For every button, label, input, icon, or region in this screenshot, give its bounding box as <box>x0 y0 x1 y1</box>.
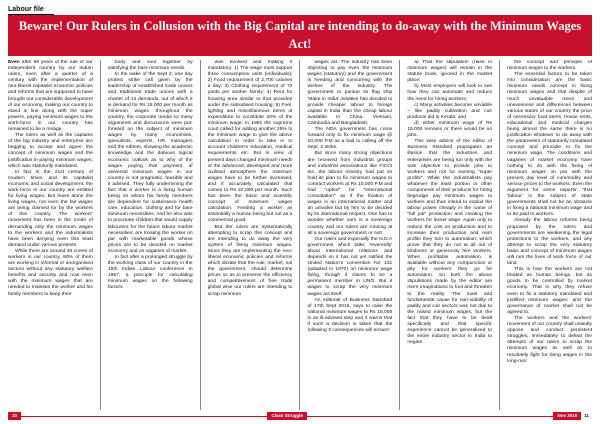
footer-brand: Class Struggle <box>267 412 307 420</box>
footer-rule <box>307 416 553 417</box>
paragraph-text: a) That the stipulation (raise in minimum wages) will remain in the statute book, ignored in the market place; <box>407 60 493 84</box>
paragraph-text: The NDA government has come forward only to fix minimum wage @ 10,000 P.M as a bait to calling off the Sept. 2 strike. <box>307 127 393 151</box>
paragraph-text: the concept and principle of minimum wages to the workers. <box>507 60 592 72</box>
paragraph <box>507 60 592 72</box>
paragraph <box>407 84 492 102</box>
paragraph <box>208 225 293 298</box>
paragraph <box>307 127 392 151</box>
page-number-right: 11 <box>584 413 589 418</box>
paragraph-text: after 69 years of the rule of our independent country by our Indian rulers, even after a quarter of a century with the implementation of neo-liberal capitalist economic policies and reforms that are supposed to have brought out considerable development of our economy, making our country to stand in line along with the super powers, paying minimum wages to the work-force in our country has remained to be a mirage. <box>8 60 93 133</box>
paragraph <box>507 267 592 316</box>
paragraph-text: In fact after a prolonged struggle by the working class of our country in the 15th Indian Labour conference in 1957, a principle for calculating minimum wages on the following factors <box>107 255 193 291</box>
page-number-left: 10 <box>8 412 21 420</box>
paragraph-text: c) Many activities become unviable – like paddy cultivation and coir products did in Kerala; and <box>407 102 493 120</box>
paragraph <box>407 139 492 346</box>
paragraph-text: But since many strong objections are received from industrial groups and industrial associations like FICCI etc, the labour ministry had put on hold its plan to fix minimum wages to contract workers at Rs 10,000 P.M and had "opted" for "international consultation" as if the fixation of wages is an international matter and an univalve but by him to be decided by its international respect. One has to wonder whether ours is a sovereign country and our rulers are running at all a sovereign government or not! <box>307 151 393 236</box>
column-divider <box>399 60 400 410</box>
article-column <box>108 60 193 410</box>
paragraph-text: Already the labour reforms being proposed by the rulers and governments are weakening the legal protections to the workers, and any attempt to scrap the very statutory basis and concept of minimum wages will ruin the lives of work force of our land. <box>507 218 592 267</box>
article-column <box>307 60 392 410</box>
paragraph <box>8 170 93 249</box>
paragraph <box>8 249 93 298</box>
paragraph-text: The rulers as well as the captains of the big industry and enterprise are begging to accept and agree the concept of minimum wages and the justification in paying minimum wages; which was statutorily mandated. <box>8 133 93 169</box>
article-column <box>8 60 93 410</box>
paragraph-text: But the rulers are systematically attempting to scrap this concept and are intending to do away the very system of fixing minimum wages. Since they are implementing the neo-liberal economic policies and reforms which dictate that the rule, market, not the government, should determine prices so as to preserve the efficiency and competitiveness of free trade global wise our rulers are intending to scrap minimum <box>207 224 293 297</box>
paragraph <box>307 237 392 298</box>
section-label: Labour file <box>8 4 54 15</box>
paragraph <box>307 298 392 335</box>
article-column <box>208 60 293 410</box>
paragraph-text: In fact in the 21st century of modern times and its capitalist economic and social development, the work-force in our country are entitled for living wages. But leave alone the living wages, not even the fair wages are being claimed for by the workers of this country. The workers' movement has been in the mode of demanding only the minimum wages to the workers and the industrialists have been denying even this least demand under various pretexts. <box>8 169 93 248</box>
article-columns <box>8 60 592 410</box>
column-divider <box>200 60 201 410</box>
paragraph <box>307 151 392 236</box>
paragraph-text: b) Most employers will look to see how they can automate and reduce the need for hiring workers; <box>407 84 493 102</box>
paragraph <box>507 316 592 365</box>
paragraph-text: d) either minimum wage of Rs 15,000 remains or there would be no jobs. <box>407 120 493 139</box>
article-column <box>507 60 592 410</box>
lead-word: Even <box>8 60 20 65</box>
headline: Beware! Our Rulers in Collusion with the Big Capital are intending to do-away with the Minimum Wages Act! <box>8 15 592 56</box>
paragraph-text: wages act. The industry has been objecting to pay even the minimum wages (statutory) and the government is heeding and concurring with the wishes of the industry. The government to pursue its flag ship 'Make in India' initiative has decided to provide cheaper labour to foreign capital in India than the cheap labour available in China, Vietnam, Cambodia and Bangladesh. <box>307 60 393 126</box>
paragraph <box>108 60 193 72</box>
footer-date: Nov 2016 <box>553 412 581 420</box>
footer-rule <box>21 416 267 417</box>
paragraph-text: The workers and the workers' movement of our country shall unitedly oppose and conduct persistent struggles, immediately to defeat the attempts of our rulers to scrap the minimum wages as well as to resolutely fight for living wages in the long-run! <box>507 315 592 364</box>
paragraph-text: Our rulers and especially the N.D.A government which talks 'reverently' about international relations and depends on it has not yet ratified the United Nation's convention No 131 (adopted in 1970) on minimum wage fixing, though it claims to be a permanent member in UNO. But it wages to scrap the very minimum wages act itself. <box>307 236 393 297</box>
paragraph-text: An editorial of Business Standard of 17th Sept 2016, says to raise the national minimum wages to Rs 15,000 is an ill-advised step and it warns that if such a decision is taken that the following 3 consequences will ensure: <box>307 297 393 334</box>
paragraph <box>407 60 492 84</box>
paragraph <box>8 133 93 170</box>
paragraph <box>108 255 193 292</box>
paragraph <box>8 60 93 133</box>
paragraph <box>407 121 492 139</box>
paragraph <box>507 218 592 267</box>
column-divider <box>499 60 500 410</box>
paragraph <box>307 60 392 127</box>
column-divider <box>100 60 101 410</box>
footer-bar <box>8 412 592 420</box>
paragraph-text: body and soul together by satisfying the bare minimum needs. <box>107 60 193 72</box>
paragraph <box>507 72 592 218</box>
paragraph-text: was evolved and making it mandatory; 1) The wage must support three consumption units (individuals); 2) Food requirement of 2,700 calories a day; 3) Clothing requirement of 72 yards per worker family; 4) Rent for housing area similar to that provided under the subsidised housing; 5) Fuel, lighting and miscellaneous items of expenditure to constitute 20% of the minimum wage. In 1991 the supreme court called for adding another 25% to the minimum wage to give the above calculation in order to take in to account children's education, medical requirements etc. But in view of present days changed minimum needs of the advanced, developed and more civilised atmosphere the minimum wages have to be further increased, and if accurately calculated that comes to Rs 22,000 per month. Such has been the basic and scientific concept of minimum wages calculation. Feeding a worker as essentially a human being but not as a commercial good. <box>207 60 293 224</box>
paragraph <box>208 60 293 225</box>
paragraph <box>108 72 193 255</box>
paragraph-text: In the wake of the Sept 2, one day protest strike call given by the leadership of established trade unions and traditional trade unions with a charter of 14 demands, out of which it is demand for Rs 15,000 per month as minimum wages throughout the country, the corporate media so many arguments and discussions were put-forward on the subject of minimum wages by many economists, specialists, experts, HR, managers and the editors, showing the academic knowledge and the dubious logical economic outlook as to why of the wages paying that payment of universal minimum wages in our country is not pragmatic, feasible and it advised. They fully undermining the fact that a worker is a living human being on whom his family members are dependent for sustenance health care, education, clothing and for bare minimum necessities. And he also was to procreate children that would supply labourers for the future labour market necessities; are treating the worker on par with marketable goods whose prices are to be decided on market economy and on vagaries of market. <box>107 72 193 254</box>
paragraph-text: The essential factors to be taken into consideration are the basic minimum needs concept in fixing minimum wages and that despite of much unvaluable mess and unevenness and differences between various states of our country the price of necessary food items, house rents, educational and medical charges being almost the same there is no justification whatever to do away with the parameters of statutorily mandated concept and principle to fix the minimum wage. The conditions and vagaries of market economy have nothing to do with the fixing of minimum wages on par with the present day level of commodity and service prices to the workers. Even the argument for some experts' "that 'labour' is the subject of state governments shall not be an obstacle in fixing a national minimum wage and to be paid to workers. <box>507 72 592 218</box>
paragraph <box>407 103 492 121</box>
paragraph-text: While there are around 40 crores of workers in our country, 90% of them are working in informal or unorganised sectors without any statutory welfare benefits and security and now even with the minimum wages that are needed to maintain the worker and his family members to keep their <box>8 248 93 297</box>
article-column <box>407 60 492 410</box>
paragraph-text: This wise advice of the editor of Business Standard propagates an illusion that the industries and enterprises are being run only with the sole objective to provide jobs to workers and not for earning "super profits". While the industrialists pay whatever the least portion or other components of their products for hiring begrudge pay minimum wages to workers and thus intend to exploit the labour power cheaply in the name of "full job" production and creating the workers for lesser wage. Again only to reduce the cost on production and to increase their production and earn profits they turn to automation; which prove that they do not at all out of kindness or generosity hire workers. When profitable automation is available without any compunction or pity for workers they go for automation. So both the above stipulations made by the editor are mere imaginations to fool and threaten to the reality. The main and fundamental cause for non-viability of paddy and coir sectors was not due to the raised minimum wages, but the fact that they have to be dealt specifically and that specific experience cannot be generalised to the entire industry sector in India to negate <box>407 139 493 346</box>
column-divider <box>299 60 300 410</box>
paragraph-text: This is how the workers are not treated as human beings, but as goods to be controlled by market economy. That is why they refuse even to fix a statutory mandated and justified minimum wages; and the governance of market shall not be agreed to. <box>507 267 592 315</box>
